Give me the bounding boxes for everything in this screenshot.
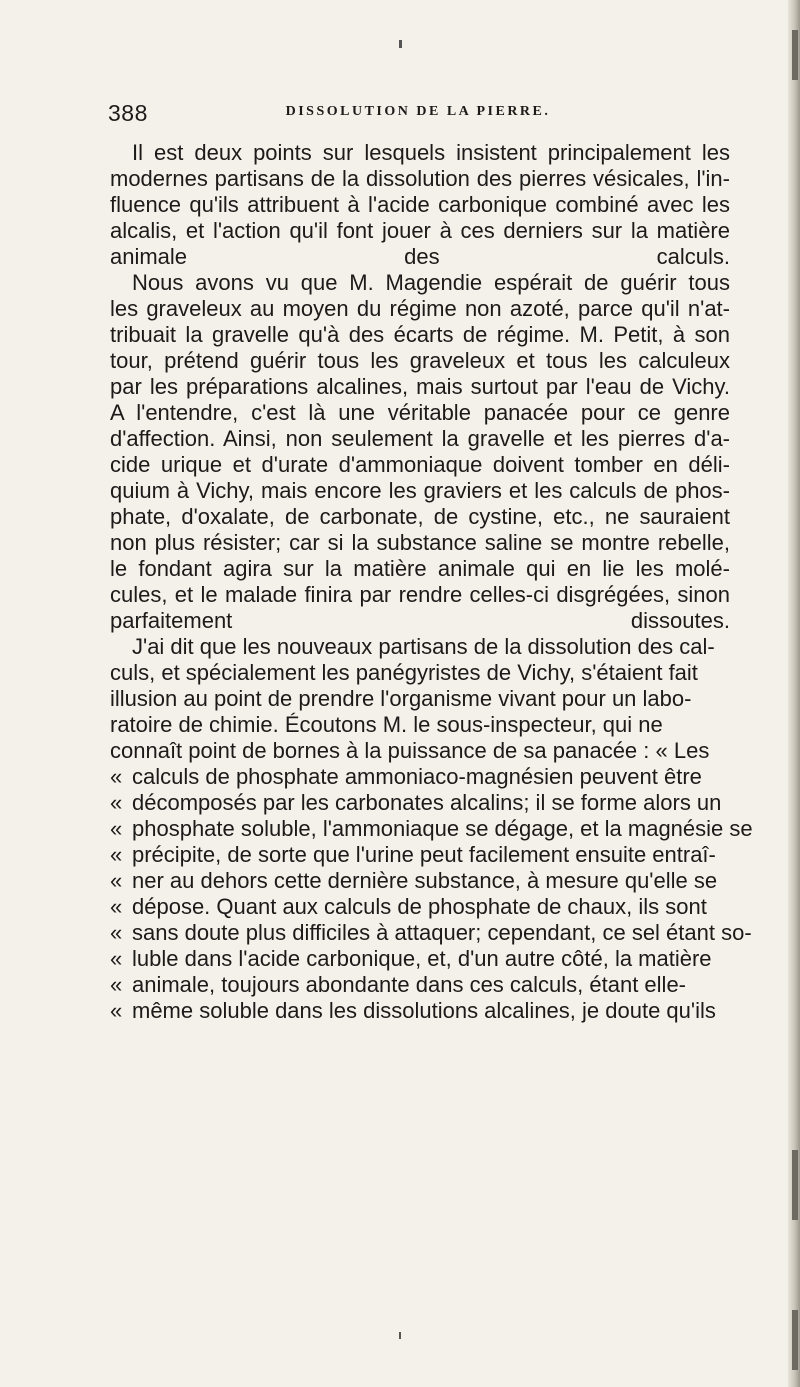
quote-mark: «: [110, 764, 123, 789]
text-line: non plus résister; car si la substance saline se montre rebelle,: [110, 530, 730, 555]
paragraph-3: [110, 634, 753, 1024]
text-line: alcalis, et l'action qu'il font jouer à ces derniers sur la matière: [110, 218, 730, 243]
page-edge-shadow: [788, 0, 800, 1387]
quoted-text: luble dans l'acide carbonique, et, d'un autre côté, la matière: [132, 946, 712, 971]
quote-mark: «: [110, 790, 123, 815]
quoted-text: ner au dehors cette dernière substance, à mesure qu'elle se: [132, 868, 718, 893]
quoted-text: phosphate soluble, l'ammoniaque se dégage, et la magnésie se: [132, 816, 753, 841]
text-line: les graveleux au moyen du régime non azoté, parce qu'il n'at-: [110, 296, 730, 321]
page-number: 388: [108, 100, 148, 126]
text-line: modernes partisans de la dissolution des pierres vésicales, l'in-: [110, 166, 730, 191]
text-line: culs, et spécialement les panégyristes de Vichy, s'étaient fait: [110, 660, 698, 685]
quoted-text: calculs de phosphate ammoniaco-magnésien peuvent être: [132, 764, 702, 789]
quote-mark: «: [110, 972, 123, 997]
quoted-line: [110, 816, 753, 842]
quoted-line: [110, 946, 730, 972]
text-line: cules, et le malade finira par rendre celles-ci disgrégées, sinon: [110, 582, 730, 607]
quoted-text: précipite, de sorte que l'urine peut facilement ensuite entraî-: [132, 842, 716, 867]
quoted-text: animale, toujours abondante dans ces calculs, étant elle-: [132, 972, 687, 997]
text-line: parfaitement dissoutes.: [110, 608, 730, 633]
quoted-line: [110, 998, 730, 1024]
running-title: DISSOLUTION DE LA PIERRE.: [285, 104, 551, 119]
paragraph-2: [110, 270, 730, 634]
text-line: tribuait la gravelle qu'à des écarts de régime. M. Petit, à son: [110, 322, 730, 347]
body-text: [110, 140, 753, 1024]
paragraph-1: [110, 140, 730, 270]
text-line: par les préparations alcalines, mais surtout par l'eau de Vichy.: [110, 374, 730, 399]
quoted-text: dépose. Quant aux calculs de phosphate de chaux, ils sont: [132, 894, 707, 919]
quote-mark: «: [110, 868, 123, 893]
text-line: cide urique et d'urate d'ammoniaque doivent tomber en déli-: [110, 452, 730, 477]
quote-mark: «: [110, 920, 123, 945]
quoted-line: [110, 790, 730, 816]
edge-mark: [792, 30, 798, 80]
text-line: J'ai dit que les nouveaux partisans de la dissolution des cal-: [132, 634, 715, 659]
edge-mark: [792, 1310, 798, 1370]
text-line: Nous avons vu que M. Magendie espérait de guérir tous: [132, 270, 730, 295]
text-line: le fondant agira sur la matière animale qui en lie les molé-: [110, 556, 730, 581]
edge-mark: [792, 1150, 798, 1220]
quoted-line: [110, 764, 730, 790]
text-line: d'affection. Ainsi, non seulement la gravelle et les pierres d'a-: [110, 426, 730, 451]
print-speck: [399, 1332, 401, 1339]
text-line: illusion au point de prendre l'organisme vivant pour un labo-: [110, 686, 692, 711]
quote-mark: «: [110, 816, 123, 841]
text-line: fluence qu'ils attribuent à l'acide carbonique combiné avec les: [110, 192, 730, 217]
text-line: animale des calculs.: [110, 244, 730, 269]
quoted-line: [110, 894, 730, 920]
quote-mark: «: [110, 946, 123, 971]
text-line: connaît point de bornes à la puissance de sa panacée : « Les: [110, 738, 710, 763]
quoted-text: même soluble dans les dissolutions alcalines, je doute qu'ils: [132, 998, 716, 1023]
page-header: [108, 100, 728, 130]
quoted-line: [110, 842, 730, 868]
quote-mark: «: [110, 842, 123, 867]
print-speck: [399, 40, 402, 48]
quoted-line: [110, 868, 730, 894]
quoted-line: [110, 972, 730, 998]
text-line: ratoire de chimie. Écoutons M. le sous-inspecteur, qui ne: [110, 712, 663, 737]
text-line: phate, d'oxalate, de carbonate, de cystine, etc., ne sauraient: [110, 504, 730, 529]
quote-mark: «: [110, 894, 123, 919]
quoted-text: décomposés par les carbonates alcalins; il se forme alors un: [132, 790, 722, 815]
text-line: quium à Vichy, mais encore les graviers et les calculs de phos-: [110, 478, 730, 503]
quoted-line: [110, 920, 752, 946]
text-line: Il est deux points sur lesquels insistent principalement les: [132, 140, 730, 165]
text-line: tour, prétend guérir tous les graveleux et tous les calculeux: [110, 348, 730, 373]
quoted-text: sans doute plus difficiles à attaquer; cependant, ce sel étant so-: [132, 920, 752, 945]
quote-mark: «: [110, 998, 123, 1023]
text-line: A l'entendre, c'est là une véritable panacée pour ce genre: [110, 400, 730, 425]
